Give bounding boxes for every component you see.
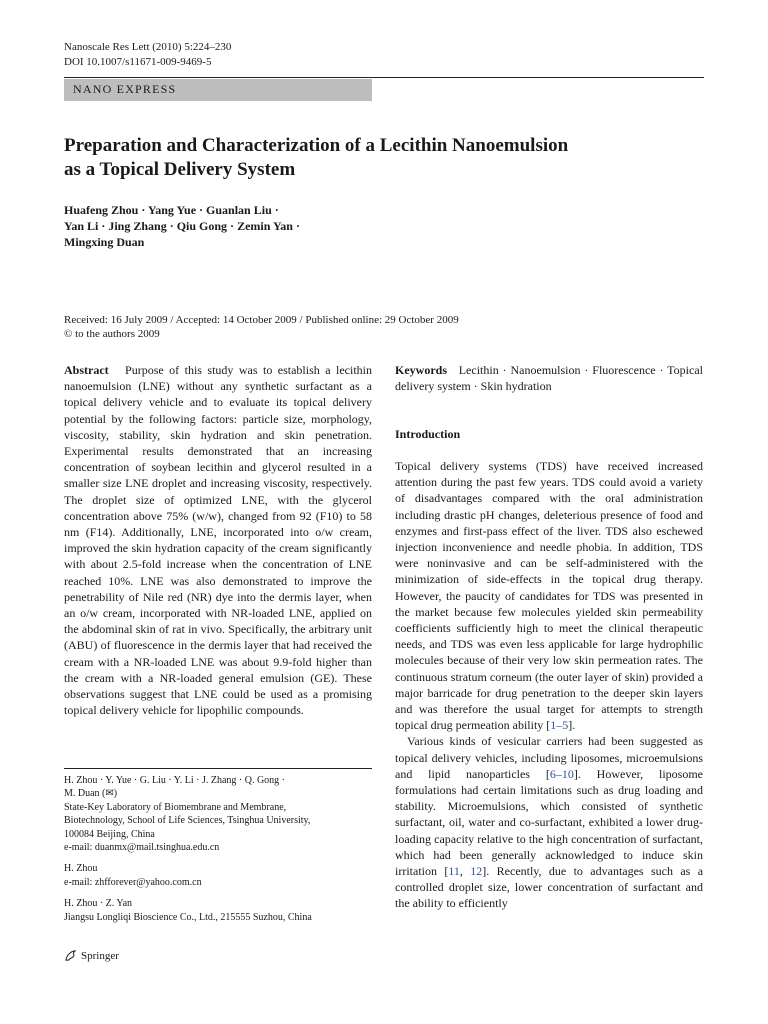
abstract-label: Abstract	[64, 363, 109, 377]
publisher-name: Springer	[81, 949, 119, 962]
keywords-label: Keywords	[395, 363, 447, 377]
section-label: NANO EXPRESS	[73, 82, 177, 96]
header-rule	[64, 77, 704, 78]
publication-dates	[64, 313, 704, 341]
affiliation-1-names: H. Zhou · Y. Yue · G. Liu · Y. Li · J. Zhang · Q. Gong ·	[64, 775, 285, 786]
authors-line-1: Huafeng Zhou · Yang Yue · Guanlan Liu ·	[64, 203, 279, 217]
springer-horse-icon	[64, 949, 77, 962]
intro-paragraph-1: Topical delivery systems (TDS) have received increased attention during the past few years. TDS could avoid a variety of disadvantages compared with the oral administration including drastic pH changes, deleterious presence of food and enzymes and first-pass effect of the liver. TDS also eschewed injection inconvenience and needle phobia. In addition, TDS were noninvasive and can be self-administered with the minimization of side-effects in the topical drug therapy. However, the paucity of candidates for TDS was presented in the market because few molecules yielded skin permeability coefficients sufficiently high to meet the clinical therapeutic needs, and TDS was even less applicable for large hydrophilic molecules because of their very low skin permeation rates. The continuous stratum corneum (the outer layer of skin) provided a major barricade for drug penetration to the deeper skin layers and was therefore the usual target for attempts to strength topical drug permeation ability [1–5].	[395, 459, 703, 733]
abstract	[64, 362, 372, 718]
affiliation-1-institution-2: Biotechnology, School of Life Sciences, Tsinghua University,	[64, 815, 311, 827]
title-line-2: as a Topical Delivery System	[64, 159, 296, 180]
abstract-text: Purpose of this study was to establish a lecithin nanoemulsion (LNE) without any synthetic surfactant as a topical delivery vehicle and to evaluate its topical delivery potential by the following factors: particle size, morphology, viscosity, stability, skin hydration and skin penetration. Experimental results demonstrated that an increasing concentration of soybean lecithin and glycerol resulted in a smaller size LNE droplet and increasing viscosity, respectively. The droplet size of optimized LNE, with the glycerol concentration above 75% (w/w), changed from 92 (F10) to 58 nm (F14). Additionally, LNE, incorporated into o/w cream, improved the skin hydration capacity of the cream significantly with about 2.5-fold increase when the concentration of LNE reached 10%. LNE was also demonstrated to improve the penetrability of Nile red (NR) dye into the dermis layer, when an o/w cream, incorporated with NR-loaded LNE, applied on the abdominal skin of rat in vivo. Specifically, the arbitrary unit (ABU) of fluorescence in the dermis layer that had received the cream with a NR-loaded LNE was about 9.9-fold higher than the cream with a NR-loaded general emulsion (GE). These observations suggest that LNE could be used as a promising topical delivery vehicle for lipophilic compounds.	[64, 363, 372, 718]
authors-line-3: Mingxing Duan	[64, 235, 145, 249]
affiliation-2-email[interactable]: e-mail: zhfforever@yahoo.com.cn	[64, 876, 202, 888]
dates-line: Received: 16 July 2009 / Accepted: 14 October 2009 / Published online: 29 October 2009	[64, 314, 459, 326]
affiliation-3-names: H. Zhou · Z. Yan	[64, 898, 133, 910]
affiliations	[64, 774, 374, 924]
authors-line-2: Yan Li · Jing Zhang · Qiu Gong · Zemin Yan ·	[64, 219, 300, 233]
copyright-line: © to the authors 2009	[64, 328, 160, 340]
citation-link[interactable]: 11	[448, 864, 460, 879]
affiliation-1-email[interactable]: e-mail: duanmx@mail.tsinghua.edu.cn	[64, 842, 220, 854]
introduction-body	[395, 458, 703, 912]
doi: DOI 10.1007/s11671-009-9469-5	[64, 56, 212, 68]
title-line-1: Preparation and Characterization of a Lecithin Nanoemulsion	[64, 135, 569, 156]
citation-link[interactable]: 1–5	[550, 718, 569, 733]
affiliation-1-institution-3: 100084 Beijing, China	[64, 828, 155, 840]
publisher-footer	[64, 949, 119, 962]
keywords	[395, 362, 703, 394]
citation-link[interactable]: 12	[470, 864, 483, 879]
paper-title	[64, 134, 704, 182]
affiliation-1-institution: State-Key Laboratory of Biomembrane and Membrane,	[64, 801, 287, 813]
intro-paragraph-2: Various kinds of vesicular carriers had been suggested as topical delivery vehicles, including liposomes, microemulsions and lipid nanoparticles [6–10]. However, liposome formulations had certain limitations such as drug loading and stability. Microemulsions, which consisted of synthetic surfactant, oil, water and co-surfactant, exhibited a lower drug-loading capacity relative to the high concentration of surfactant, which had been generally acknowledged to induce skin irritation [11, 12]. Recently, due to advantages such as a controlled droplet size, lower concentration of surfactant and the ability to efficiently	[395, 734, 704, 911]
keywords-text: Lecithin · Nanoemulsion · Fluorescence · Topical delivery system · Skin hydration	[395, 363, 703, 394]
author-list	[64, 202, 424, 250]
citation-link[interactable]: 6–10	[549, 766, 574, 781]
journal-citation: Nanoscale Res Lett (2010) 5:224–230	[64, 41, 232, 53]
section-band	[64, 79, 372, 101]
affiliation-1-names-cont: M. Duan (✉)	[64, 788, 118, 800]
affiliation-2-names: H. Zhou	[64, 863, 98, 875]
introduction-heading: Introduction	[395, 427, 461, 441]
affiliation-rule	[64, 768, 372, 769]
affiliation-3-institution: Jiangsu Longliqi Bioscience Co., Ltd., 215555 Suzhou, China	[64, 911, 312, 923]
